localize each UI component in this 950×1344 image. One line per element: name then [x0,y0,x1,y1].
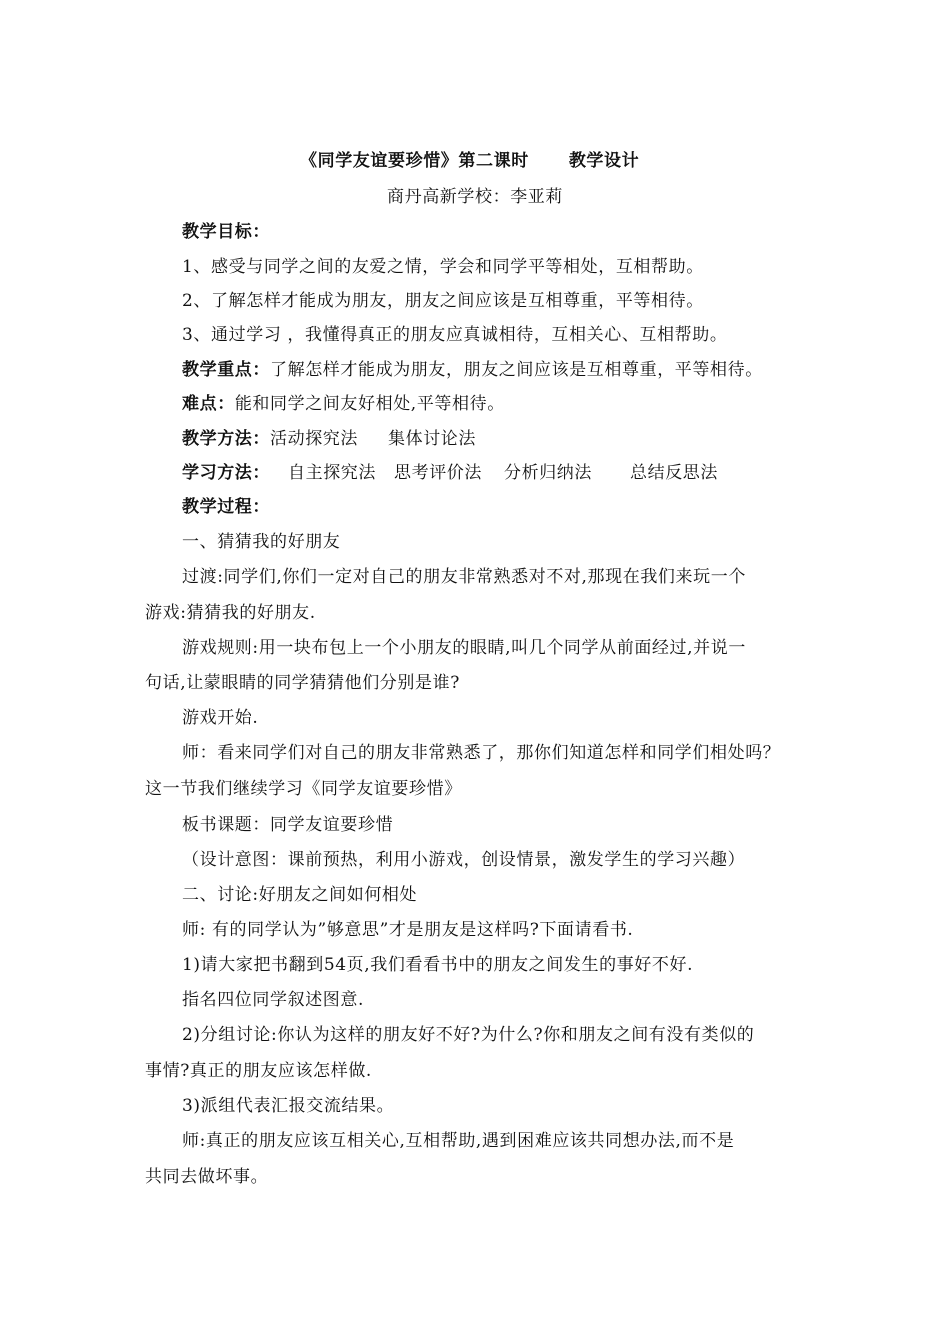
document-title [300,150,639,172]
learning-method [182,462,718,484]
objective-item: 2、了解怎样才能成为朋友，朋友之间应该是互相尊重，平等相待。 [182,291,704,311]
difficulty [182,393,505,415]
paragraph-line: 1)请大家把书翻到54页,我们看看书中的朋友之间发生的事好不好. [182,955,694,975]
paragraph-line: 游戏开始. [182,708,259,728]
paragraph-line: 师:真正的朋友应该互相关心,互相帮助,遇到困难应该共同想办法,而不是 [182,1131,735,1151]
objective-item: 1、感受与同学之间的友爱之情，学会和同学平等相处，互相帮助。 [182,257,704,277]
learning-method-item: 分析归纳法 [504,463,592,483]
paragraph-line: 师：看来同学们对自己的朋友非常熟悉了，那你们知道怎样和同学们相处吗？ [182,743,781,763]
paragraph-line: 句话,让蒙眼睛的同学猜猜他们分别是谁? [145,673,460,693]
paragraph-line: 这一节我们继续学习《同学友谊要珍惜》 [145,779,462,799]
learning-method-item: 自主探究法 [288,463,376,483]
paragraph-line: 游戏规则:用一块布包上一个小朋友的眼睛,叫几个同学从前面经过,并说一 [182,638,746,658]
title-text: 《同学友谊要珍惜》第二课时 [300,151,529,171]
key-point [182,359,763,381]
key-point-text: 了解怎样才能成为朋友，朋友之间应该是互相尊重，平等相待。 [270,360,763,380]
paragraph-line: 3)派组代表汇报交流结果。 [182,1096,395,1116]
objective-item: 3、通过学习 ，我懂得真正的朋友应真诚相待，互相关心、互相帮助。 [182,325,728,345]
teaching-method-item: 活动探究法 [270,429,358,449]
teaching-method-label: 教学方法： [182,429,270,449]
paragraph-line: 事情?真正的朋友应该怎样做. [145,1061,372,1081]
paragraph-line: 板书课题：同学友谊要珍惜 [182,815,394,835]
paragraph-line: 2)分组讨论:你认为这样的朋友好不好?为什么?你和朋友之间有没有类似的 [182,1025,755,1045]
key-point-label: 教学重点： [182,360,270,380]
learning-method-item: 思考评价法 [394,463,482,483]
process-heading: 教学过程： [182,497,270,517]
learning-method-label: 学习方法： [182,463,270,483]
paragraph-line: 指名四位同学叙述图意. [182,990,365,1010]
teaching-method-item: 集体讨论法 [388,429,476,449]
teaching-method [182,428,476,450]
design-intent-note: （设计意图：课前预热，利用小游戏，创设情景，激发学生的学习兴趣） [182,850,746,870]
school-author: 商丹高新学校：李亚莉 [387,187,563,207]
objectives-heading: 教学目标： [182,222,270,242]
title-suffix: 教学设计 [568,151,640,171]
paragraph-line: 师: 有的同学认为”够意思”才是朋友是这样吗?下面请看书. [182,920,634,940]
paragraph-line: 游戏:猜猜我的好朋友. [145,603,316,623]
difficulty-label: 难点： [182,394,235,414]
paragraph-line: 共同去做坏事。 [145,1167,269,1187]
section-heading-2: 二、讨论:好朋友之间如何相处 [182,885,418,905]
section-heading-1: 一、猜猜我的好朋友 [182,532,341,552]
difficulty-text: 能和同学之间友好相处,平等相待。 [234,394,505,414]
learning-method-item: 总结反思法 [630,463,718,483]
paragraph-line: 过渡:同学们,你们一定对自己的朋友非常熟悉对不对,那现在我们来玩一个 [182,567,746,587]
